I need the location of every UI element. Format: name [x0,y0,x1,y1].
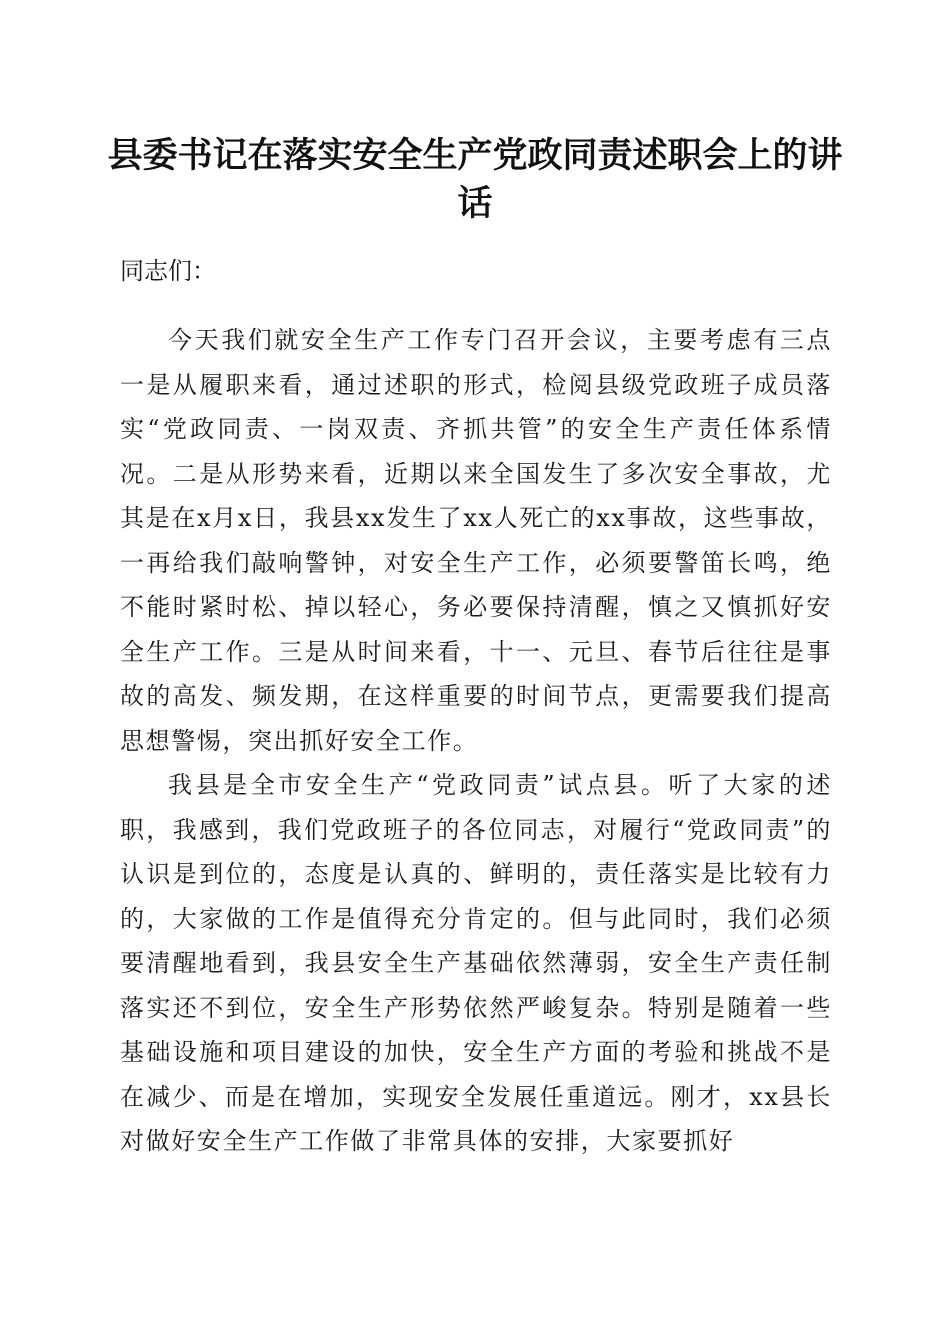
paragraph-2: 我县是全市安全生产“党政同责”试点县。听了大家的述职，我感到，我们党政班子的各位同志，对履行“党政同责”的认识是到位的，态度是认真的、鲜明的，责任落实是比较有力的，大家做的工作是值得充分肯定的。但与此同时，我们必须要清醒地看到，我县安全生产基础依然薄弱，安全生产责任制落实还不到位，安全生产形势依然严峻复杂。特别是随着一些基础设施和项目建设的加快，安全生产方面的考验和挑战不是在减少、而是在增加，实现安全发展任重道远。刚才，xx县长对做好安全生产工作做了非常具体的安排，大家要抓好 [120,771,832,1155]
document-body [120,318,832,1164]
paragraph-1: 今天我们就安全生产工作专门召开会议，主要考虑有三点一是从履职来看，通过述职的形式，检阅县级党政班子成员落实“党政同责、一岗双责、齐抓共管”的安全生产责任体系情况。二是从形势来看，近期以来全国发生了多次安全事故，尤其是在x月x日，我县xx发生了xx人死亡的xx事故，这些事故，一再给我们敲响警钟，对安全生产工作，必须要警笛长鸣，绝不能时紧时松、掉以轻心，务必要保持清醒，慎之又慎抓好安全生产工作。三是从时间来看，十一、元旦、春节后往往是事故的高发、频发期，在这样重要的时间节点，更需要我们提高思想警惕，突出抓好安全工作。 [120,326,832,755]
salutation: 同志们： [120,257,216,285]
document-title: 县委书记在落实安全生产党政同责述职会上的讲话 [107,136,843,224]
